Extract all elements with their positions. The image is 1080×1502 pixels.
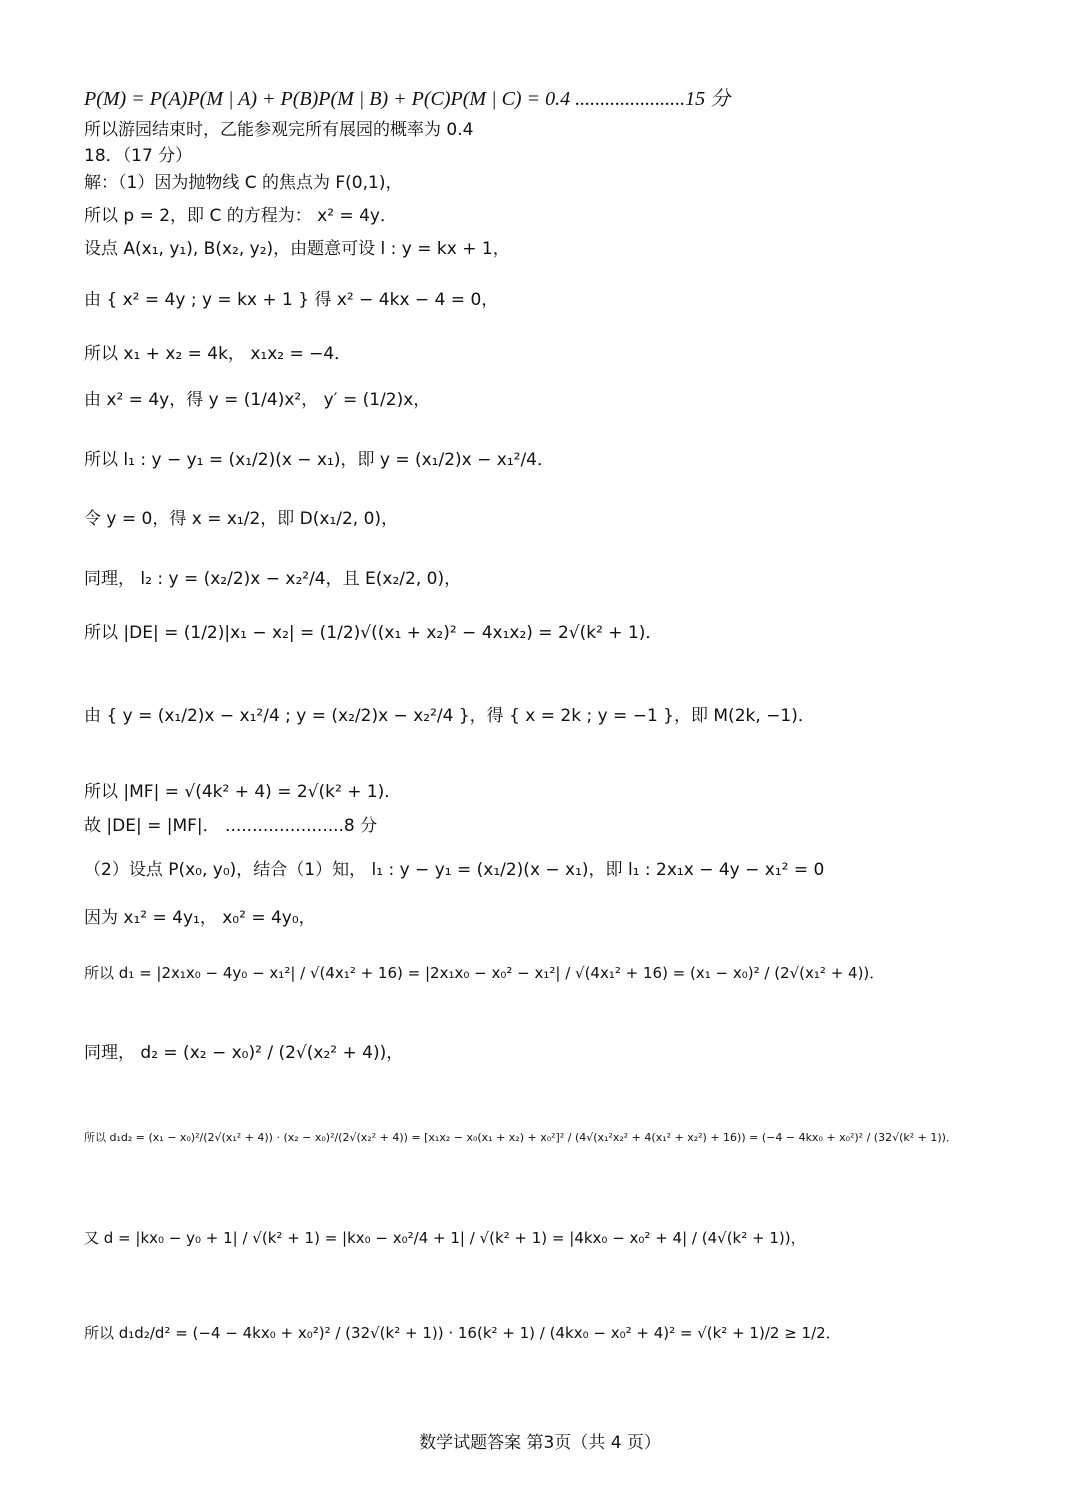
formula-probability: P(M) = P(A)P(M | A) + P(B)P(M | B) + P(C)P(M | C) = 0.4 ......................15 分 xyxy=(84,88,731,110)
solution-line: 故 |DE| = |MF|． ......................8 分 xyxy=(84,816,378,836)
solution-line: 由 x² = 4y，得 y = (1/4)x²， y′ = (1/2)x， xyxy=(84,390,431,410)
solution-line: 所以 d₁d₂ = (x₁ − x₀)²/(2√(x₁² + 4)) · (x₂ − x₀)²/(2√(x₂² + 4)) = [x₁x₂ − x₀(x₁ + x₂) + x₀²]² / (4√(x₁²x₂² + 4(x₁² + x₂²) + 16)) = (−4 − 4kx₀ + x₀²)² / (32√(k² + 1))． xyxy=(84,1131,957,1144)
solution-line: 所以 |DE| = (1/2)|x₁ − x₂| = (1/2)√((x₁ + x₂)² − 4x₁x₂) = 2√(k² + 1)． xyxy=(84,623,663,643)
solution-line: 所以 x₁ + x₂ = 4k， x₁x₂ = −4． xyxy=(84,344,352,364)
solution-line: 令 y = 0，得 x = x₁/2，即 D(x₁/2, 0)， xyxy=(84,509,399,529)
text-conclusion: 所以游园结束时，乙能参观完所有展园的概率为 0.4 xyxy=(84,120,474,140)
solution-line: 又 d = |kx₀ − y₀ + 1| / √(k² + 1) = |kx₀ − x₀²/4 + 1| / √(k² + 1) = |4kx₀ − x₀² + 4| / (4√(k² + 1))， xyxy=(84,1229,806,1247)
solution-line: 解：（1）因为抛物线 C 的焦点为 F(0,1)， xyxy=(84,173,403,193)
problem-heading: 18．（17 分） xyxy=(84,146,193,166)
solution-line: 所以 d₁d₂/d² = (−4 − 4kx₀ + x₀²)² / (32√(k² + 1)) · 16(k² + 1) / (4kx₀ − x₀² + 4)² = √(k² + 1)/2 ≥ 1/2． xyxy=(84,1324,841,1342)
solution-line: 所以 l₁ : y − y₁ = (x₁/2)(x − x₁)，即 y = (x₁/2)x − x₁²/4． xyxy=(84,450,554,470)
solution-line: 由 { x² = 4y ; y = kx + 1 } 得 x² − 4kx − 4 = 0， xyxy=(84,290,499,310)
solution-line: 所以 d₁ = |2x₁x₀ − 4y₀ − x₁²| / √(4x₁² + 16) = |2x₁x₀ − x₀² − x₁²| / √(4x₁² + 16) = (x₁ − x₀)² / (2√(x₁² + 4))． xyxy=(84,964,885,982)
solution-line: （2）设点 P(x₀, y₀)，结合（1）知， l₁ : y − y₁ = (x₁/2)(x − x₁)，即 l₁ : 2x₁x − 4y − x₁² = 0 xyxy=(84,860,825,880)
solution-line: 设点 A(x₁, y₁), B(x₂, y₂)，由题意可设 l : y = kx + 1， xyxy=(84,239,510,259)
solution-line: 所以 |MF| = √(4k² + 4) = 2√(k² + 1)． xyxy=(84,782,402,802)
page-footer: 数学试题答案 第3页（共 4 页） xyxy=(419,1433,661,1453)
solution-line: 因为 x₁² = 4y₁， x₀² = 4y₀， xyxy=(84,908,316,928)
solution-line: 由 { y = (x₁/2)x − x₁²/4 ; y = (x₂/2)x − x₂²/4 }，得 { x = 2k ; y = −1 }，即 M(2k, −1)． xyxy=(84,706,815,726)
solution-line: 所以 p = 2，即 C 的方程为： x² = 4y． xyxy=(84,206,397,226)
solution-line: 同理， l₂ : y = (x₂/2)x − x₂²/4，且 E(x₂/2, 0)， xyxy=(84,569,462,589)
solution-line: 同理， d₂ = (x₂ − x₀)² / (2√(x₂² + 4))， xyxy=(84,1043,404,1063)
